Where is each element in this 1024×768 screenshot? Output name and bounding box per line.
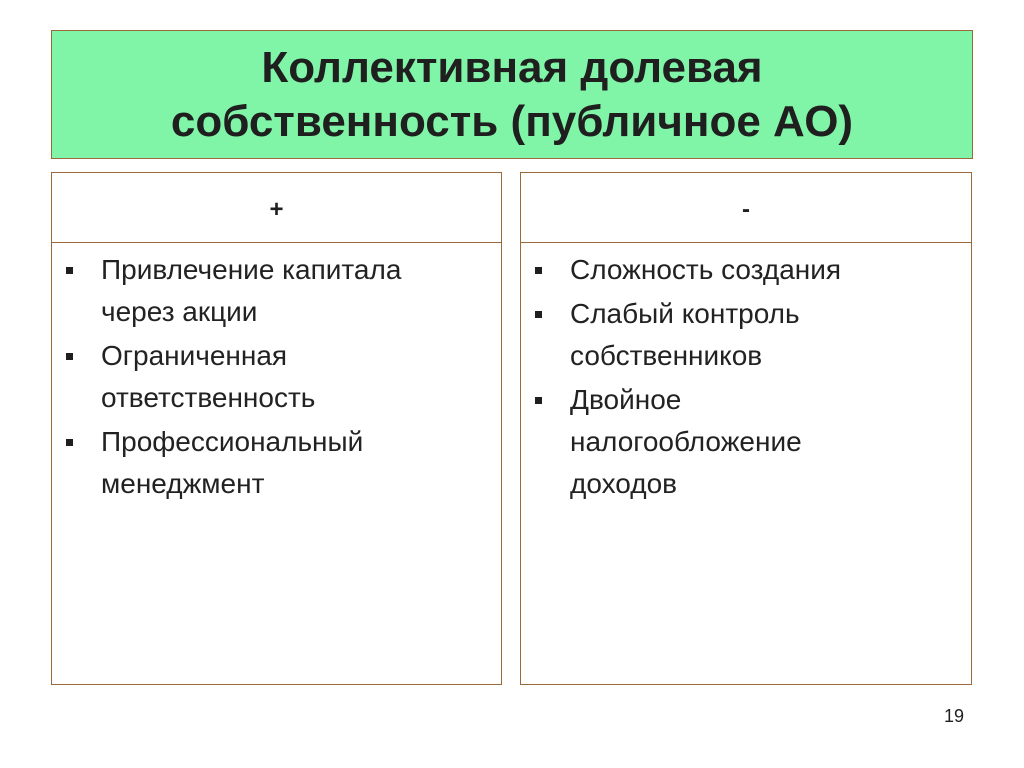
list-item — [535, 255, 961, 291]
list-item — [66, 255, 491, 333]
square-bullet-icon — [535, 267, 542, 274]
pros-column — [51, 172, 502, 685]
page-number: 19 — [943, 706, 964, 726]
square-bullet-icon — [535, 311, 542, 318]
list-item-text: Привлечение капитала через акции — [101, 254, 402, 327]
slide-title-box — [51, 30, 973, 159]
list-item — [66, 427, 491, 505]
list-item-text: Ограниченная ответственность — [101, 340, 316, 413]
list-item-text: Слабый контроль собственников — [570, 298, 800, 371]
square-bullet-icon — [535, 397, 542, 404]
square-bullet-icon — [66, 267, 73, 274]
pros-header: + — [52, 173, 501, 243]
list-item-text: Профессиональный менеджмент — [101, 426, 364, 499]
pros-list — [52, 243, 501, 505]
square-bullet-icon — [66, 439, 73, 446]
slide-title: Коллективная долевая собственность (публичное АО) — [170, 42, 854, 146]
list-item — [66, 341, 491, 419]
list-item — [535, 299, 961, 377]
list-item-text: Двойное налогообложение доходов — [570, 384, 802, 499]
list-item — [535, 385, 961, 505]
cons-list — [521, 243, 971, 505]
list-item-text: Сложность создания — [570, 254, 842, 285]
square-bullet-icon — [66, 353, 73, 360]
cons-header: - — [521, 173, 971, 243]
cons-column — [520, 172, 972, 685]
